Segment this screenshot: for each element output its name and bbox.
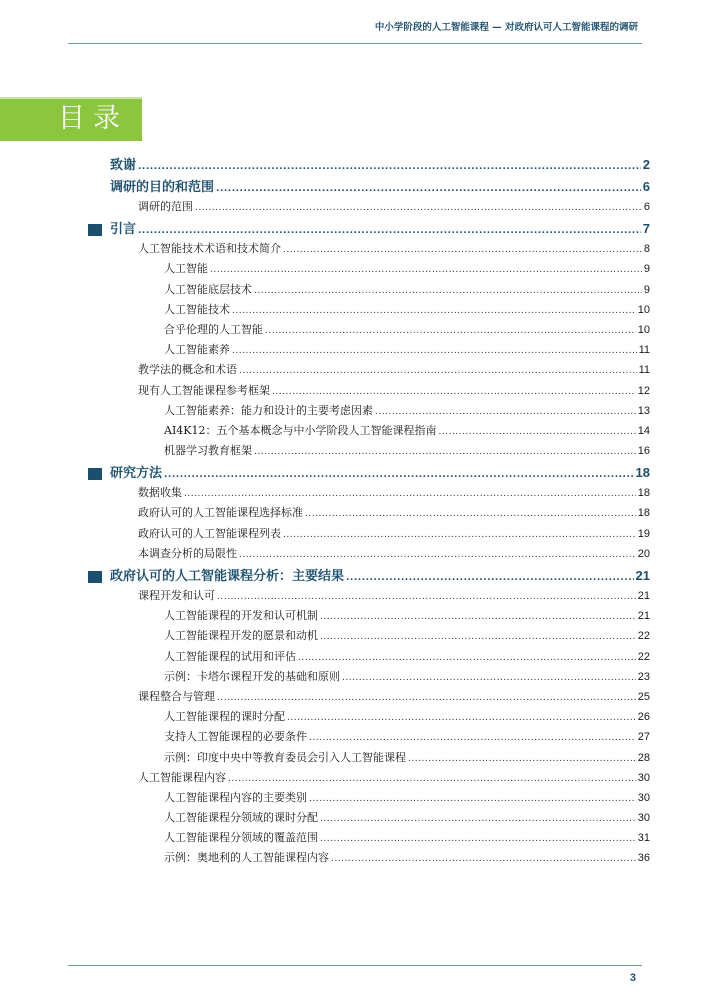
- footer-rule: [68, 965, 642, 966]
- toc-entry[interactable]: [0, 301, 650, 321]
- toc-entry[interactable]: [0, 484, 650, 504]
- toc-leader-dots: [217, 693, 636, 703]
- toc-entry-label: 政府认可的人工智能课程列表: [138, 526, 281, 540]
- toc-entry-page: 9: [643, 283, 650, 296]
- toc-leader-dots: [320, 814, 636, 824]
- toc-entry-page: 7: [642, 221, 650, 237]
- toc-entry[interactable]: [0, 829, 650, 849]
- toc-entry-label: 人工智能课程分领域的课时分配: [164, 811, 318, 825]
- toc-entry-label: 机器学习教育框架: [164, 444, 252, 458]
- toc-entry-label: 研究方法: [110, 466, 163, 482]
- toc-leader-dots: [320, 632, 636, 642]
- section-marker-icon: [88, 468, 102, 480]
- banner-accent: [0, 97, 142, 99]
- toc-entry-label: 本调查分析的局限性: [138, 546, 237, 560]
- toc-leader-dots: [320, 834, 636, 844]
- toc-entry-label: 课程整合与管理: [138, 689, 215, 703]
- toc-leader-dots: [228, 774, 636, 784]
- toc-leader-dots: [138, 226, 641, 236]
- toc-entry-page: 18: [637, 507, 650, 520]
- toc-entry[interactable]: [0, 607, 650, 627]
- toc-entry[interactable]: [0, 809, 650, 829]
- toc-entry[interactable]: [0, 587, 650, 607]
- toc-leader-dots: [272, 387, 636, 397]
- toc-entry-label: 人工智能课程的课时分配: [164, 710, 285, 724]
- toc-entry[interactable]: [0, 504, 650, 524]
- toc-entry-label: 人工智能素养: [164, 343, 230, 357]
- toc-entry-label: 人工智能素养：能力和设计的主要考虑因素: [164, 403, 373, 417]
- toc-entry-label: 致谢: [110, 158, 137, 173]
- toc-entry-page: 10: [637, 303, 650, 316]
- toc-entry[interactable]: [0, 281, 650, 301]
- toc-entry[interactable]: [0, 341, 650, 361]
- toc-entry[interactable]: [0, 749, 650, 769]
- toc-entry-label: 调研的目的和范围: [110, 180, 215, 195]
- toc-leader-dots: [287, 713, 636, 723]
- toc-leader-dots: [232, 346, 637, 356]
- toc-entry[interactable]: [0, 382, 650, 402]
- toc-entry[interactable]: [0, 789, 650, 809]
- toc-entry[interactable]: [0, 688, 650, 708]
- toc-entry-page: 18: [635, 465, 650, 481]
- toc-entry[interactable]: [0, 198, 650, 218]
- toc-entry[interactable]: [0, 176, 650, 198]
- section-marker-icon: [88, 224, 102, 236]
- toc-leader-dots: [164, 470, 634, 480]
- toc-entry-label: 人工智能: [164, 262, 208, 276]
- toc-entry-page: 25: [637, 690, 650, 703]
- toc-leader-dots: [305, 509, 636, 519]
- toc-entry-page: 12: [637, 384, 650, 397]
- toc-entry-label: 人工智能课程内容: [138, 770, 226, 784]
- toc-entry-page: 10: [637, 323, 650, 336]
- toc-entry-label: 人工智能课程分领域的覆盖范围: [164, 831, 318, 845]
- toc-entry-page: 30: [637, 812, 650, 825]
- toc-entry[interactable]: [0, 361, 650, 381]
- toc-entry[interactable]: [0, 668, 650, 688]
- toc-leader-dots: [254, 286, 642, 296]
- toc-entry-label: 人工智能技术术语和技术简介: [138, 242, 281, 256]
- toc-entry-label: 人工智能技术: [164, 302, 230, 316]
- toc-entry-page: 21: [637, 590, 650, 602]
- toc-entry-page: 11: [638, 344, 650, 357]
- toc-leader-dots: [217, 592, 636, 602]
- toc-entry-page: 28: [637, 751, 650, 764]
- toc-entry-label: 示例：卡塔尔课程开发的基础和原则: [164, 669, 340, 683]
- toc-entry-label: 示例：奥地利的人工智能课程内容: [164, 851, 329, 865]
- toc-leader-dots: [216, 184, 641, 194]
- toc-leader-dots: [239, 550, 636, 560]
- toc-entry-page: 18: [637, 487, 650, 500]
- toc-entry[interactable]: [0, 708, 650, 728]
- toc-entry-page: 9: [643, 263, 650, 276]
- toc-entry-label: 数据收集: [138, 486, 182, 500]
- toc-leader-dots: [239, 366, 637, 376]
- toc-leader-dots: [283, 530, 636, 540]
- toc-entry-page: 6: [642, 179, 650, 194]
- toc-entry-label: 教学法的概念和术语: [138, 363, 237, 377]
- toc-entry-page: 22: [637, 650, 650, 663]
- toc-entry-page: 13: [637, 404, 650, 417]
- page-number: 3: [629, 972, 636, 984]
- toc-entry-page: 6: [643, 201, 650, 213]
- toc-leader-dots: [298, 653, 636, 663]
- toc-entry[interactable]: [0, 462, 650, 484]
- toc-entry-label: 引言: [110, 222, 137, 238]
- toc-entry[interactable]: [0, 442, 650, 462]
- running-header: 中小学阶段的人工智能课程 — 对政府认可人工智能课程的调研: [374, 22, 638, 33]
- toc-entry-label: 政府认可的人工智能课程分析：主要结果: [110, 569, 345, 584]
- toc-leader-dots: [346, 573, 634, 583]
- toc-leader-dots: [254, 447, 636, 457]
- toc-entry-label: 调研的范围: [138, 200, 193, 213]
- section-marker-icon: [88, 571, 102, 583]
- toc-leader-dots: [408, 754, 636, 764]
- toc-entry-page: 23: [637, 670, 650, 683]
- toc-leader-dots: [265, 326, 636, 336]
- toc-entry[interactable]: [0, 627, 650, 647]
- toc-leader-dots: [210, 265, 642, 275]
- toc-entry-label: 课程开发和认可: [138, 589, 215, 602]
- toc-entry-page: 36: [637, 852, 650, 865]
- toc-leader-dots: [195, 203, 642, 213]
- toc-leader-dots: [232, 306, 636, 316]
- toc-entry[interactable]: [0, 218, 650, 240]
- toc-entry[interactable]: [0, 648, 650, 668]
- toc-entry-label: 人工智能课程开发的愿景和动机: [164, 629, 318, 643]
- toc-leader-dots: [320, 612, 636, 622]
- header-rule: [68, 43, 642, 44]
- toc-entry-label: 支持人工智能课程的必要条件: [164, 730, 307, 744]
- toc-entry-page: 14: [637, 424, 650, 437]
- toc-leader-dots: [138, 162, 641, 172]
- toc-entry-page: 27: [637, 731, 650, 744]
- toc-leader-dots: [375, 407, 636, 417]
- toc-entry-page: 8: [643, 243, 650, 256]
- toc-leader-dots: [283, 245, 642, 255]
- toc-entry[interactable]: [0, 728, 650, 748]
- toc-entry[interactable]: [0, 525, 650, 545]
- toc-entry-label: 合乎伦理的人工智能: [164, 322, 263, 336]
- toc-entry-page: 20: [637, 547, 650, 560]
- toc-entry-page: 16: [637, 445, 650, 458]
- toc-entry[interactable]: [0, 154, 650, 176]
- toc-leader-dots: [309, 733, 636, 743]
- toc-entry-page: 19: [637, 527, 650, 540]
- toc-entry-page: 22: [637, 630, 650, 643]
- toc-entry[interactable]: [0, 422, 650, 442]
- toc-leader-dots: [309, 794, 636, 804]
- toc-entry-page: 21: [637, 610, 650, 623]
- toc-entry-label: 人工智能课程的开发和认可机制: [164, 609, 318, 623]
- toc-entry[interactable]: [0, 769, 650, 789]
- toc-entry-label: 人工智能课程内容的主要类别: [164, 790, 307, 804]
- toc-entry[interactable]: [0, 260, 650, 280]
- toc-entry-label: 示例：印度中央中等教育委员会引入人工智能课程: [164, 750, 406, 764]
- toc-entry-label: AI4K12：五个基本概念与中小学阶段人工智能课程指南: [164, 423, 437, 437]
- table-of-contents: [0, 154, 710, 870]
- toc-entry-page: 2: [642, 157, 650, 172]
- toc-entry-page: 30: [637, 791, 650, 804]
- toc-entry[interactable]: [0, 849, 650, 869]
- toc-entry-page: 11: [638, 364, 650, 377]
- toc-entry-label: 现有人工智能课程参考框架: [138, 383, 270, 397]
- toc-banner: [0, 97, 142, 141]
- toc-entry-page: 21: [635, 568, 650, 583]
- toc-entry-page: 30: [637, 771, 650, 784]
- toc-leader-dots: [184, 489, 636, 499]
- toc-title: 目录: [58, 103, 128, 134]
- toc-entry-label: 人工智能底层技术: [164, 282, 252, 296]
- toc-entry-label: 政府认可的人工智能课程选择标准: [138, 506, 303, 520]
- toc-leader-dots: [439, 427, 636, 437]
- toc-entry[interactable]: [0, 565, 650, 587]
- toc-entry[interactable]: [0, 240, 650, 260]
- toc-leader-dots: [342, 673, 636, 683]
- toc-leader-dots: [331, 854, 636, 864]
- toc-entry-page: 26: [637, 711, 650, 724]
- toc-entry-label: 人工智能课程的试用和评估: [164, 649, 296, 663]
- toc-entry[interactable]: [0, 321, 650, 341]
- toc-entry[interactable]: [0, 402, 650, 422]
- toc-entry-page: 31: [637, 832, 650, 845]
- toc-entry[interactable]: [0, 545, 650, 565]
